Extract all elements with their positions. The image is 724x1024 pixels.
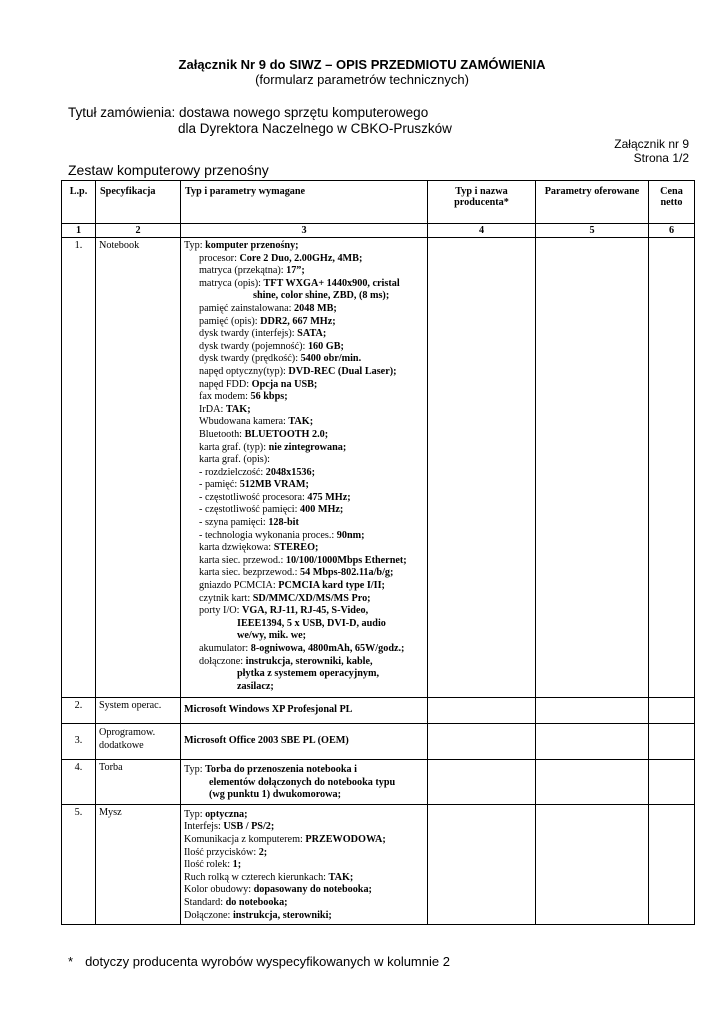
param-line <box>184 630 424 643</box>
param-value: 400 MHz; <box>300 504 344 516</box>
row-params <box>181 238 428 698</box>
param-label: Typ: <box>184 808 206 820</box>
param-line <box>184 593 424 606</box>
param-label: Bluetooth: <box>199 428 245 440</box>
col-number: 4 <box>428 224 536 238</box>
param-line <box>184 530 424 543</box>
row-params <box>181 804 428 924</box>
document-title: Załącznik Nr 9 do SIWZ – OPIS PRZEDMIOTU ZAMÓWIENIA <box>178 57 546 72</box>
param-line <box>184 834 424 847</box>
row-lp: 1. <box>62 238 96 698</box>
param-line <box>184 442 424 455</box>
param-line <box>184 353 424 366</box>
param-value: komputer przenośny; <box>205 240 299 251</box>
col-number: 5 <box>536 224 649 238</box>
param-value: (wg punktu 1) dwukomorowa; <box>209 789 341 801</box>
header-offered: Parametry oferowane <box>536 181 649 224</box>
param-line <box>184 668 424 681</box>
param-line <box>184 580 424 593</box>
param-label: dysk twardy (interfejs): <box>199 328 298 340</box>
col-number: 1 <box>62 224 96 238</box>
table-row <box>62 804 695 924</box>
param-value: 17”; <box>286 265 305 277</box>
row-params: Microsoft Office 2003 SBE PL (OEM) <box>181 724 428 760</box>
param-value: DVD-REC (Dual Laser); <box>288 365 397 377</box>
param-label: dysk twardy (pojemność): <box>199 340 308 352</box>
param-label: czytnik kart: <box>199 592 253 604</box>
param-value: instrukcja, sterowniki, kable, <box>245 655 373 667</box>
param-label: Ilość rolek: <box>184 859 233 871</box>
row-spec: Notebook <box>96 238 181 698</box>
param-value: PRZEWODOWA; <box>305 833 386 845</box>
header-spec: Specyfikacja <box>96 181 181 224</box>
param-value: VGA, RJ-11, RJ-45, S-Video, <box>242 605 369 617</box>
param-value: SATA; <box>297 328 327 340</box>
param-label: karta dzwiękowa: <box>199 542 274 554</box>
param-label: fax modem: <box>199 391 251 403</box>
producer-cell[interactable] <box>428 804 536 924</box>
annex-label: Załącznik nr 9 <box>614 137 689 151</box>
param-value: shine, color shine, ZBD, (8 ms); <box>253 290 390 302</box>
param-label: karta siec. bezprzewod.: <box>199 567 300 579</box>
param-value: TAK; <box>328 871 354 883</box>
row-spec: Torba <box>96 760 181 805</box>
param-line <box>184 416 424 429</box>
param-line <box>184 555 424 568</box>
param-value: 128-bit <box>268 517 299 529</box>
param-label: procesor: <box>199 252 240 264</box>
param-line <box>184 542 424 555</box>
order-title-line-1: Tytuł zamówienia: dostawa nowego sprzętu komputerowego <box>68 105 429 120</box>
param-value: 475 MHz; <box>307 491 351 503</box>
param-line <box>184 567 424 580</box>
price-cell[interactable] <box>649 760 695 805</box>
param-label: - częstotliwość procesora: <box>199 491 308 503</box>
table-row <box>62 724 695 760</box>
param-line <box>184 492 424 505</box>
param-line <box>184 618 424 631</box>
param-label: - szyna pamięci: <box>199 517 269 529</box>
param-label: gniazdo PCMCIA: <box>199 580 279 592</box>
document-subtitle: (formularz parametrów technicznych) <box>255 72 469 87</box>
param-value: 2; <box>258 846 268 858</box>
header-price: Cena netto <box>649 181 695 224</box>
param-label: pamięć (opis): <box>199 315 261 327</box>
row-lp: 4. <box>62 760 96 805</box>
offered-cell[interactable] <box>536 724 649 760</box>
param-value: optyczna; <box>205 808 248 820</box>
param-line <box>184 278 424 291</box>
table-row <box>62 698 695 724</box>
param-line <box>184 379 424 392</box>
row-spec: Mysz <box>96 804 181 924</box>
param-label: - pamięć: <box>199 479 240 491</box>
row-lp: 2. <box>62 698 96 724</box>
param-value: 5400 obr/min. <box>300 353 362 365</box>
price-cell[interactable] <box>649 238 695 698</box>
spec-table <box>61 180 695 925</box>
col-number: 6 <box>649 224 695 238</box>
param-label: napęd optyczny(typ): <box>199 365 289 377</box>
offered-cell[interactable] <box>536 804 649 924</box>
row-params: Microsoft Windows XP Profesjonal PL <box>181 698 428 724</box>
param-value: PCMCIA kard type I/II; <box>278 580 385 592</box>
param-value: płytka z systemem operacyjnym, <box>237 668 380 680</box>
param-line <box>184 504 424 517</box>
param-line <box>184 859 424 872</box>
param-label: Interfejs: <box>184 821 224 833</box>
param-line <box>184 847 424 860</box>
param-value: 512MB VRAM; <box>239 479 309 491</box>
param-label: Standard: <box>184 896 226 908</box>
row-lp: 5. <box>62 804 96 924</box>
param-label: matryca (przekątna): <box>199 265 287 277</box>
param-line <box>184 643 424 656</box>
param-line <box>184 253 424 266</box>
param-label: matryca (opis): <box>199 277 264 289</box>
order-title-line-2: dla Dyrektora Naczelnego w CBKO-Pruszków <box>178 121 452 136</box>
param-label: - technologia wykonania proces.: <box>199 529 337 541</box>
annex-info <box>614 137 689 165</box>
header-params: Typ i parametry wymagane <box>181 181 428 224</box>
param-label: napęd FDD: <box>199 378 252 390</box>
param-line <box>184 391 424 404</box>
row-spec: Oprogramow. dodatkowe <box>96 724 181 760</box>
column-number-row <box>62 224 695 238</box>
row-spec: System operac. <box>96 698 181 724</box>
param-label: Ilość przycisków: <box>184 846 259 858</box>
param-label: Wbudowana kamera: <box>199 416 289 428</box>
param-line <box>184 479 424 492</box>
param-label: pamięć zainstalowana: <box>199 302 295 314</box>
param-label: akumulator: <box>199 643 251 654</box>
param-label: Komunikacja z komputerem: <box>184 833 306 845</box>
table-row <box>62 238 695 698</box>
param-line <box>184 316 424 329</box>
param-line <box>184 404 424 417</box>
param-value: DDR2, 667 MHz; <box>260 315 336 327</box>
param-line <box>184 897 424 910</box>
param-value: we/wy, mik. we; <box>237 630 307 642</box>
page-number: Strona 1/2 <box>633 151 689 165</box>
param-label: Kolor obudowy: <box>184 884 254 896</box>
param-value: 10/100/1000Mbps Ethernet; <box>285 554 407 566</box>
param-value: elementów dołączonych do notebooka typu <box>209 776 396 788</box>
param-label: Typ: <box>184 240 206 251</box>
header-lp: L.p. <box>62 181 96 224</box>
param-value: 56 kbps; <box>250 391 288 403</box>
param-value: 8-ogniwowa, 4800mAh, 65W/godz.; <box>250 643 405 654</box>
param-line <box>184 681 424 694</box>
param-label: - rozdzielczość: <box>199 466 266 478</box>
param-line <box>184 265 424 278</box>
param-line <box>184 821 424 834</box>
param-line <box>184 884 424 897</box>
param-value: 2048 MB; <box>294 302 337 314</box>
producer-cell[interactable] <box>428 760 536 805</box>
param-value: IEEE1394, 5 x USB, DVI-D, audio <box>237 617 386 629</box>
param-label: porty I/O: <box>199 605 243 617</box>
param-label: dysk twardy (prędkość): <box>199 353 301 365</box>
param-value: TAK; <box>288 416 314 428</box>
param-value: TAK; <box>225 403 251 415</box>
param-value: Core 2 Duo, 2.00GHz, 4MB; <box>239 252 363 264</box>
param-line <box>184 290 424 303</box>
footnote-mark: * <box>68 954 74 969</box>
param-label: - częstotliwość pamięci: <box>199 504 300 516</box>
param-label: karta graf. (typ): <box>199 441 269 453</box>
param-value: 1; <box>232 859 242 871</box>
param-line <box>184 429 424 442</box>
param-line <box>184 656 424 669</box>
param-label: karta graf. (opis): <box>199 454 270 466</box>
param-value: nie zintegrowana; <box>268 441 347 453</box>
table-row <box>62 760 695 805</box>
param-line <box>184 240 424 253</box>
param-value: dopasowany do notebooka; <box>253 884 372 896</box>
producer-cell[interactable] <box>428 238 536 698</box>
param-line <box>184 467 424 480</box>
param-line <box>184 341 424 354</box>
param-value: Opcja na USB; <box>251 378 318 390</box>
param-label: dołączone: <box>199 655 246 667</box>
producer-cell[interactable] <box>428 698 536 724</box>
offered-cell[interactable] <box>536 238 649 698</box>
param-value: USB / PS/2; <box>223 821 275 833</box>
price-cell[interactable] <box>649 804 695 924</box>
producer-cell[interactable] <box>428 724 536 760</box>
param-value: TFT WXGA+ 1440x900, cristal <box>263 277 400 289</box>
param-label: Typ: <box>184 764 206 775</box>
param-value: SD/MMC/XD/MS/MS Pro; <box>252 592 371 604</box>
param-value: Torba do przenoszenia notebooka i <box>205 764 357 775</box>
section-title: Zestaw komputerowy przenośny <box>68 162 269 178</box>
param-line <box>184 605 424 618</box>
param-line <box>184 454 424 467</box>
param-line <box>184 328 424 341</box>
param-value: instrukcja, sterowniki; <box>232 909 332 921</box>
param-value: 54 Mbps-802.11a/b/g; <box>299 567 394 579</box>
col-number: 3 <box>181 224 428 238</box>
param-value: 2048x1536; <box>265 466 315 478</box>
param-value: do notebooka; <box>225 896 288 908</box>
offered-cell[interactable] <box>536 698 649 724</box>
param-value: zasilacz; <box>237 680 274 692</box>
table-header-row <box>62 181 695 224</box>
param-line <box>184 366 424 379</box>
param-line <box>184 303 424 316</box>
price-cell[interactable] <box>649 698 695 724</box>
param-line <box>184 910 424 923</box>
price-cell[interactable] <box>649 724 695 760</box>
row-lp: 3. <box>62 724 96 760</box>
row-params <box>181 760 428 805</box>
param-label: Dołączone: <box>184 909 233 921</box>
param-label: karta siec. przewod.: <box>199 554 286 566</box>
param-line <box>184 809 424 822</box>
col-number: 2 <box>96 224 181 238</box>
param-label: Ruch rolką w czterech kierunkach: <box>184 871 329 883</box>
param-line <box>184 517 424 530</box>
footnote-text: dotyczy producenta wyrobów wyspecyfikowanych w kolumnie 2 <box>85 954 450 969</box>
header-producer: Typ i nazwa producenta* <box>428 181 536 224</box>
param-line <box>184 872 424 885</box>
param-label: IrDA: <box>199 403 226 415</box>
param-value: STEREO; <box>273 542 319 554</box>
offered-cell[interactable] <box>536 760 649 805</box>
param-value: BLUETOOTH 2.0; <box>244 428 329 440</box>
param-value: 160 GB; <box>307 340 344 352</box>
param-value: 90nm; <box>336 529 365 541</box>
footnote <box>68 954 450 969</box>
